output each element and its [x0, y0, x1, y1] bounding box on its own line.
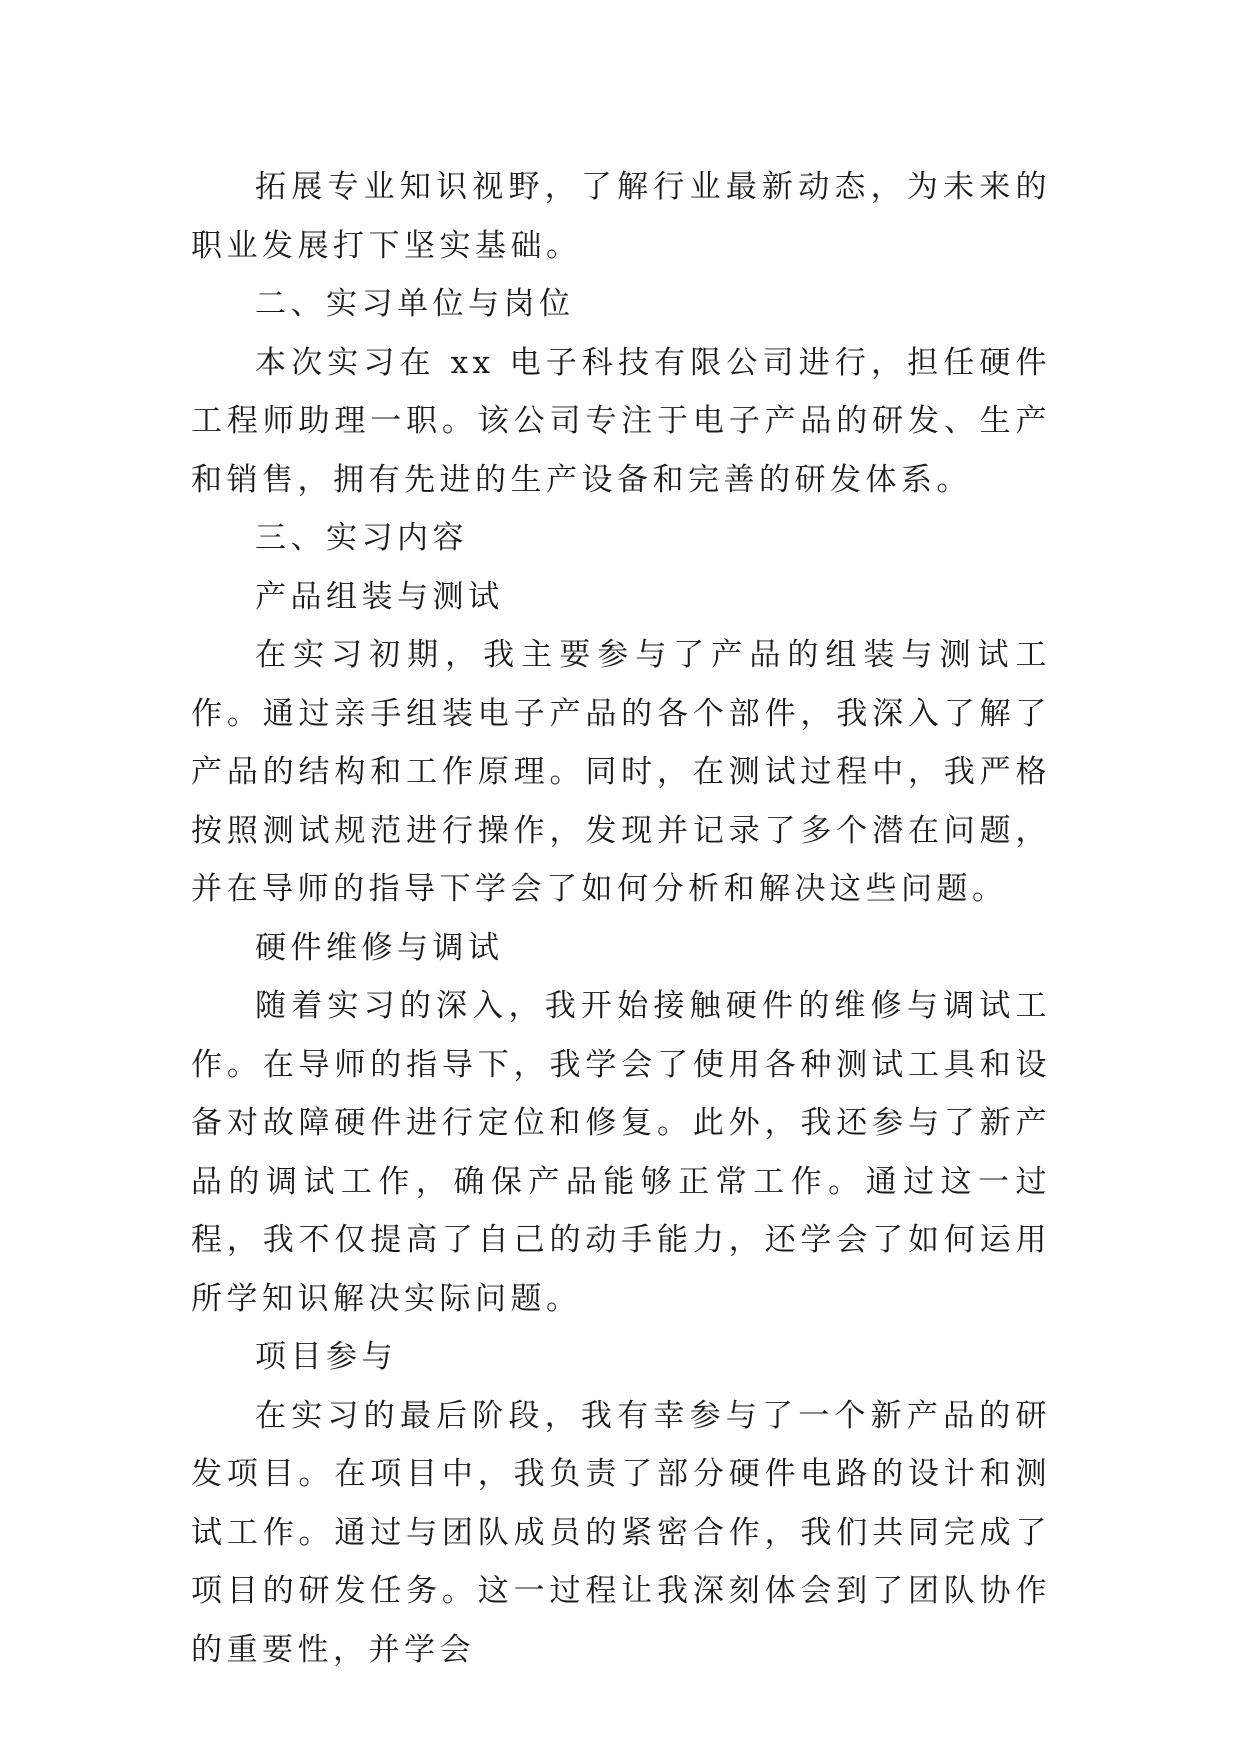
paragraph-assembly-testing: 在实习初期，我主要参与了产品的组装与测试工作。通过亲手组装电子产品的各个部件，我深入了解了产品的结构和工作原理。同时，在测试过程中，我严格按照测试规范进行操作，发现并记录了多个潜在问题，并在导师的指导下学会了如何分析和解决这些问题。	[191, 637, 1051, 907]
subheading-project-participation: 项目参与	[255, 1339, 397, 1375]
paragraph-internship-unit: 本次实习在 xx 电子科技有限公司进行，担任硬件工程师助理一职。该公司专注于电子产品的研发、生产和销售，拥有先进的生产设备和完善的研发体系。	[191, 344, 1051, 498]
section-heading-internship-content: 三、实习内容	[255, 520, 468, 556]
document-body	[191, 158, 1051, 1679]
subheading-repair-debugging: 硬件维修与调试	[255, 929, 504, 966]
subheading-assembly-testing: 产品组装与测试	[255, 578, 504, 615]
paragraph-repair-debugging: 随着实习的深入，我开始接触硬件的维修与调试工作。在导师的指导下，我学会了使用各种测试工具和设备对故障硬件进行定位和修复。此外，我还参与了新产品的调试工作，确保产品能够正常工作。通过这一过程，我不仅提高了自己的动手能力，还学会了如何运用所学知识解决实际问题。	[191, 988, 1051, 1317]
paragraph-intro-continuation: 拓展专业知识视野，了解行业最新动态，为未来的职业发展打下坚实基础。	[191, 169, 1051, 264]
section-heading-internship-unit: 二、实习单位与岗位	[255, 286, 575, 322]
paragraph-project-participation: 在实习的最后阶段，我有幸参与了一个新产品的研发项目。在项目中，我负责了部分硬件电路的设计和测试工作。通过与团队成员的紧密合作，我们共同完成了项目的研发任务。这一过程让我深刻体会到了团队协作的重要性，并学会	[191, 1397, 1051, 1668]
